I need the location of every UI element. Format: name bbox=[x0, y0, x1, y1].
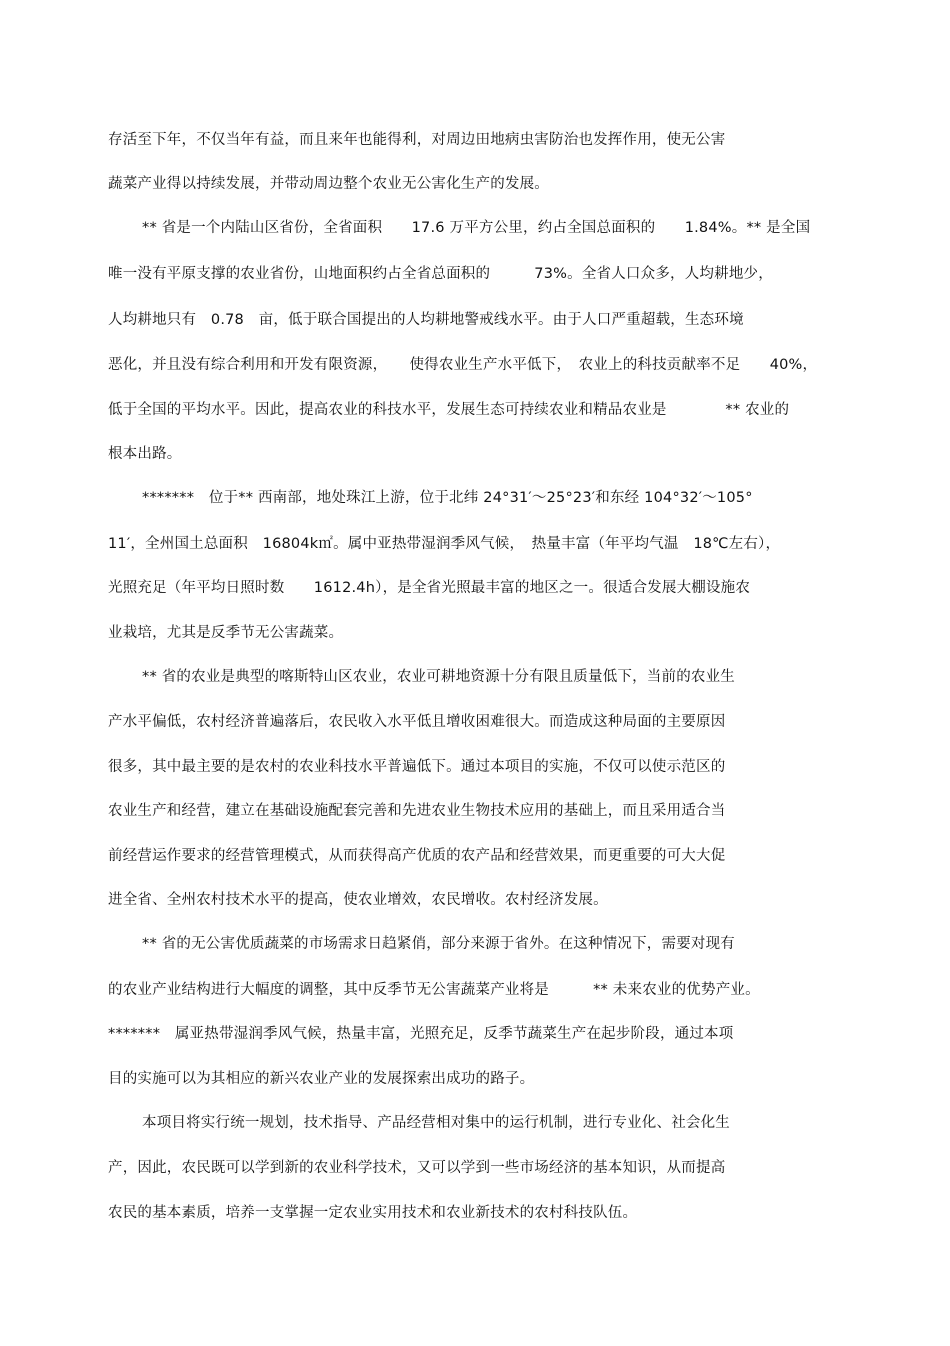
text-line: 根本出路。 bbox=[108, 446, 182, 462]
text-line: ** 省的农业是典型的喀斯特山区农业，农业可耕地资源十分有限且质量低下，当前的农业生 bbox=[142, 669, 736, 685]
text-line: ******* 位于** 西南部，地处珠江上游，位于北纬 24°31′～25°23′和东经 104°32′～105° bbox=[142, 490, 753, 506]
text-line: 低于全国的平均水平。因此，提高农业的科技水平，发展生态可持续农业和精品农业是 ** 农业的 bbox=[108, 402, 790, 418]
text-line: ** 省是一个内陆山区省份，全省面积 17.6 万平方公里，约占全国总面积的 1.84%。** 是全国 bbox=[142, 220, 811, 236]
text-line: ** 省的无公害优质蔬菜的市场需求日趋紧俏，部分来源于省外。在这种情况下，需要对现有 bbox=[142, 936, 736, 952]
text-line: 存活至下年，不仅当年有益，而且来年也能得利，对周边田地病虫害防治也发挥作用，使无公害 bbox=[108, 132, 726, 148]
text-line: 产水平偏低，农村经济普遍落后，农民收入水平低且增收困难很大。而造成这种局面的主要原因 bbox=[108, 714, 726, 730]
text-line: 农业生产和经营，建立在基础设施配套完善和先进农业生物技术应用的基础上，而且采用适合当 bbox=[108, 803, 726, 819]
text-line: 产，因此，农民既可以学到新的农业科学技术，又可以学到一些市场经济的基本知识，从而提高 bbox=[108, 1160, 726, 1176]
text-line: 农民的基本素质，培养一支掌握一定农业实用技术和农业新技术的农村科技队伍。 bbox=[108, 1205, 638, 1221]
text-line: 进全省、全州农村技术水平的提高，使农业增效，农民增收。农村经济发展。 bbox=[108, 892, 608, 908]
text-line: 很多，其中最主要的是农村的农业科技水平普遍低下。通过本项目的实施，不仅可以使示范区的 bbox=[108, 759, 726, 775]
text-line: 目的实施可以为其相应的新兴农业产业的发展探索出成功的路子。 bbox=[108, 1071, 535, 1087]
text-line: 的农业产业结构进行大幅度的调整，其中反季节无公害蔬菜产业将是 ** 未来农业的优势产业。 bbox=[108, 982, 760, 998]
text-line: 业栽培，尤其是反季节无公害蔬菜。 bbox=[108, 625, 344, 641]
text-line: 光照充足（年平均日照时数 1612.4h），是全省光照最丰富的地区之一。很适合发展大棚设施农 bbox=[108, 580, 751, 596]
text-line: 人均耕地只有 0.78 亩，低于联合国提出的人均耕地警戒线水平。由于人口严重超载，生态环境 bbox=[108, 312, 744, 328]
text-line: 恶化，并且没有综合利用和开发有限资源， 使得农业生产水平低下， 农业上的科技贡献率不足 40%， bbox=[108, 357, 818, 373]
text-line: 唯一没有平原支撑的农业省份，山地面积约占全省总面积的 73%。全省人口众多，人均耕地少， bbox=[108, 266, 773, 282]
text-line: 本项目将实行统一规划，技术指导、产品经营相对集中的运行机制，进行专业化、社会化生 bbox=[142, 1115, 730, 1131]
text-line: ******* 属亚热带湿润季风气候，热量丰富，光照充足，反季节蔬菜生产在起步阶段，通过本项 bbox=[108, 1026, 734, 1042]
text-line: 蔬菜产业得以持续发展，并带动周边整个农业无公害化生产的发展。 bbox=[108, 176, 549, 192]
text-line: 11′，全州国土总面积 16804k㎡。属中亚热带湿润季风气候， 热量丰富（年平均气温 18℃左右）， bbox=[108, 536, 781, 552]
text-line: 前经营运作要求的经营管理模式，从而获得高产优质的农产品和经营效果，而更重要的可大大促 bbox=[108, 848, 726, 864]
